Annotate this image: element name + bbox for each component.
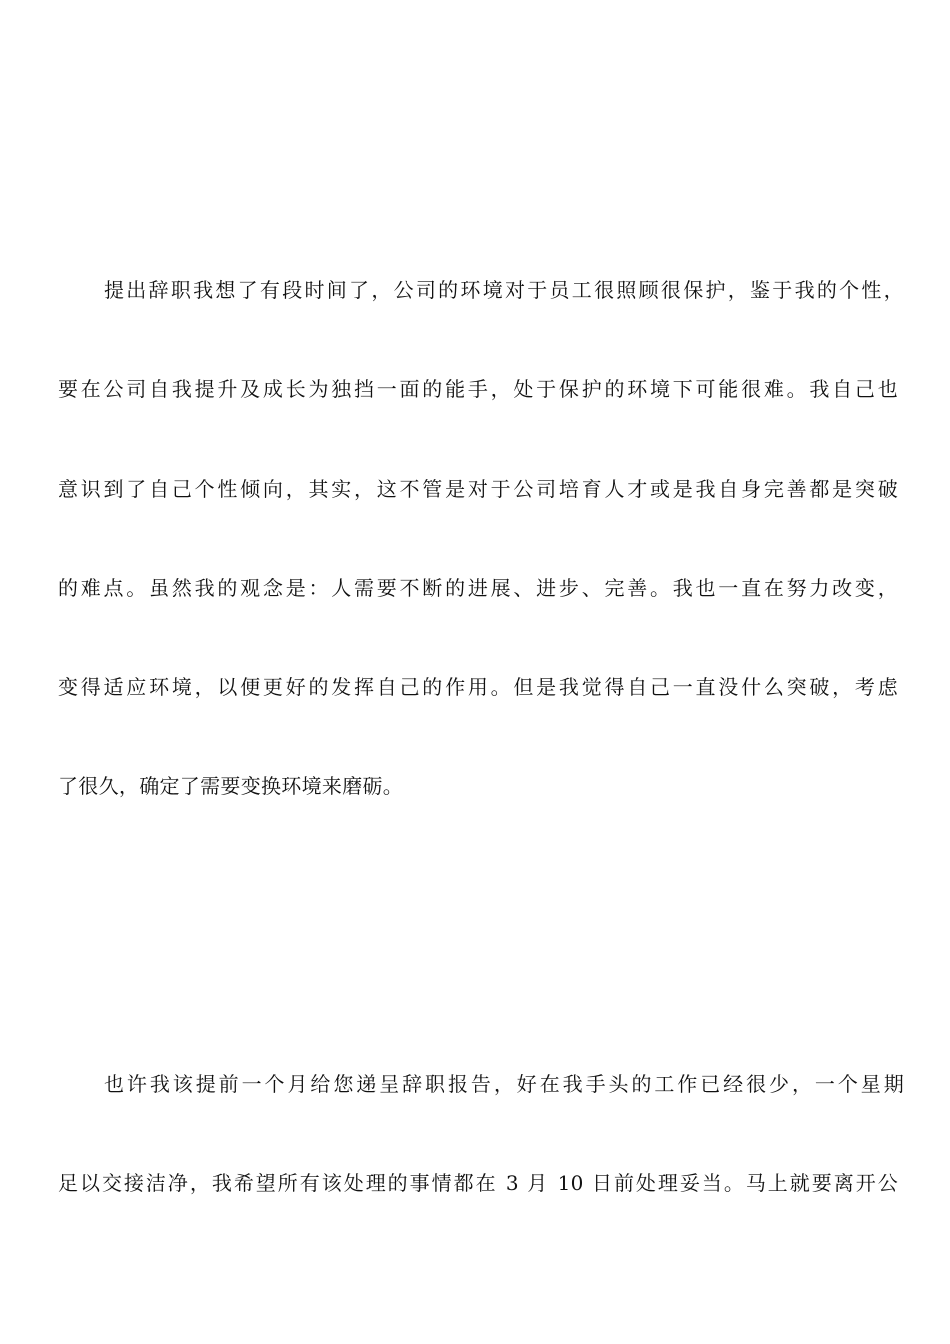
paragraph-line: 意识到了自己个性倾向，其实，这不管是对于公司培育人才或是我自身完善都是突破 [58, 477, 898, 501]
paragraph-line: 了很久，确定了需要变换环境来磨砺。 [58, 774, 404, 798]
paragraph-line: 的难点。虽然我的观念是：人需要不断的进展、进步、完善。我也一直在努力改变， [58, 576, 898, 600]
paragraph-line: 要在公司自我提升及成长为独挡一面的能手，处于保护的环境下可能很难。我自己也 [58, 377, 898, 401]
paragraph-line: 也许我该提前一个月给您递呈辞职报告，好在我手头的工作已经很少，一个星期 [104, 1072, 904, 1096]
paragraph-line: 变得适应环境，以便更好的发挥自己的作用。但是我觉得自己一直没什么突破，考虑 [58, 675, 898, 699]
paragraph-line: 提出辞职我想了有段时间了，公司的环境对于员工很照顾很保护，鉴于我的个性， [104, 278, 904, 302]
paragraph-line: 足以交接洁净，我希望所有该处理的事情都在 3 月 10 日前处理妥当。马上就要离开公 [58, 1171, 898, 1195]
